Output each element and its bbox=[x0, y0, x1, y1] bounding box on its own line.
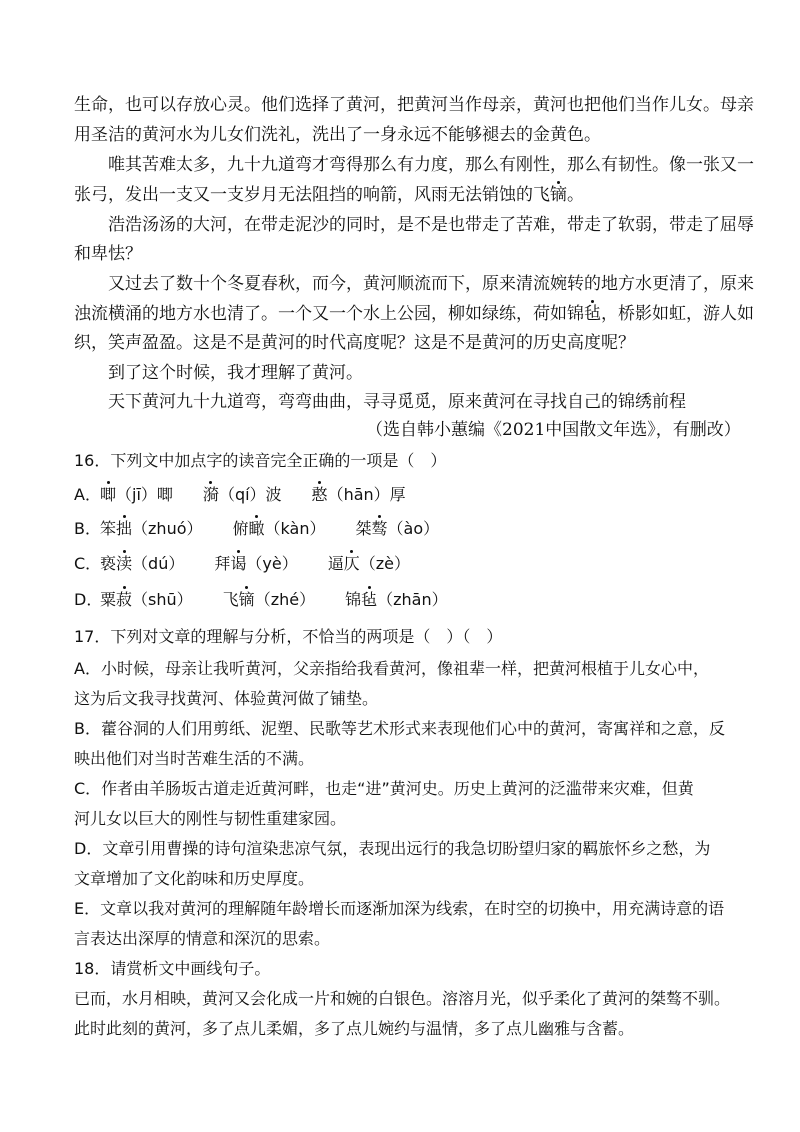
dotted-char: 骜 bbox=[371, 519, 388, 538]
q17-option-a-cont: 这为后文我寻找黄河、体验黄河做了铺垫。 bbox=[74, 689, 379, 708]
text: 浊流横涌的地方水也清了。一个又一个水上公园，柳如绿练，荷如锦 bbox=[74, 304, 584, 324]
dotted-char: 唧 bbox=[100, 485, 117, 504]
pinyin: （kàn） bbox=[264, 519, 326, 538]
pinyin-item bbox=[214, 553, 297, 575]
text: 张弓，发出一支又一支岁月无法阻挡的响箭，风雨无法销蚀的飞 bbox=[74, 185, 550, 205]
pinyin: （zhān） bbox=[377, 590, 448, 609]
pinyin-item bbox=[100, 589, 193, 611]
q18-quote-line: 此时此刻的黄河，多了点儿柔媚，多了点儿婉约与温情，多了点儿幽雅与含蓄。 bbox=[74, 1019, 635, 1038]
dotted-char: 镝 bbox=[238, 590, 255, 609]
dotted-char: 瞰 bbox=[248, 519, 265, 538]
char: 亵 bbox=[100, 554, 117, 573]
passage-line: 唯其苦难太多，九十九道弯才弯得那么有力度，那么有刚性，那么有韧性。像一张又一 bbox=[108, 155, 754, 175]
char: 粟 bbox=[100, 590, 117, 609]
char: 锦 bbox=[345, 590, 362, 609]
pinyin: （jī）唧 bbox=[116, 485, 173, 504]
dotted-char: 毡 bbox=[361, 590, 378, 609]
pinyin-item bbox=[100, 518, 203, 540]
passage-line: 织，笑声盈盈。这是不是黄河的时代高度呢？这是不是黄河的历史高度呢？ bbox=[74, 333, 635, 353]
pinyin-item bbox=[223, 589, 315, 611]
pinyin-item bbox=[233, 518, 326, 540]
char: 飞 bbox=[222, 590, 239, 609]
q17-option-d[interactable]: D．文章引用曹操的诗句渲染悲凉气氛，表现出远行的我急切盼望归家的羁旅怀乡之愁，为 bbox=[74, 839, 711, 858]
q17-option-c[interactable]: C．作者由羊肠坂古道走近黄河畔，也走“进”黄河史。历史上黄河的泛滥带来灾难，但黄 bbox=[74, 779, 694, 798]
pinyin-item bbox=[100, 553, 184, 575]
pinyin-item bbox=[312, 484, 406, 506]
dotted-char: 毡 bbox=[584, 304, 601, 324]
q17-option-e-cont: 言表达出深厚的情意和深沉的思索。 bbox=[74, 929, 331, 948]
char: 俯 bbox=[232, 519, 249, 538]
q17-option-a[interactable]: A．小时候，母亲让我听黄河，父亲指给我看黄河，像祖辈一样，把黄河根植于儿女心中， bbox=[74, 659, 709, 678]
pinyin-item bbox=[328, 553, 410, 575]
option-letter: B． bbox=[74, 519, 101, 538]
passage-line: 用圣洁的黄河水为儿女们洗礼，洗出了一身永远不能够褪去的金黄色。 bbox=[74, 125, 601, 145]
dotted-char: 渎 bbox=[116, 554, 133, 573]
passage-line: 浩浩汤汤的大河，在带走泥沙的同时，是不是也带走了苦难，带走了软弱，带走了屈辱 bbox=[108, 215, 754, 235]
pinyin: （ào） bbox=[387, 519, 440, 538]
q16-option-b[interactable] bbox=[74, 518, 469, 540]
q18-quote-line: 已而，水月相映，黄河又会化成一片和婉的白银色。溶溶月光，似乎柔化了黄河的桀骜不驯。 bbox=[74, 989, 731, 1008]
pinyin-item bbox=[100, 484, 173, 506]
pinyin-item bbox=[355, 518, 439, 540]
pinyin-item bbox=[203, 484, 282, 506]
pinyin: （hān）厚 bbox=[327, 485, 406, 504]
char: 桀 bbox=[355, 519, 372, 538]
passage-line: 生命，也可以存放心灵。他们选择了黄河，把黄河当作母亲，黄河也把他们当作儿女。母亲 bbox=[74, 95, 754, 115]
source-citation: （选自韩小蕙编《2021中国散文年选》，有删改） bbox=[366, 420, 741, 440]
passage-line: 又过去了数十个冬夏春秋，而今，黄河顺流而下，原来清流婉转的地方水更清了，原来 bbox=[108, 274, 754, 294]
dotted-char: 菽 bbox=[116, 590, 133, 609]
char: 笨 bbox=[100, 519, 117, 538]
text: 。 bbox=[567, 185, 584, 205]
pinyin: （dú） bbox=[132, 554, 185, 573]
dotted-char: 拙 bbox=[116, 519, 133, 538]
dotted-char: 仄 bbox=[343, 554, 360, 573]
q17-option-b[interactable]: B．藿谷洞的人们用剪纸、泥塑、民歌等艺术形式来表现他们心中的黄河，寄寓祥和之意，反 bbox=[74, 719, 725, 738]
pinyin: （qí）波 bbox=[218, 485, 282, 504]
char: 逼 bbox=[327, 554, 344, 573]
text: ，桥影如虹，游人如 bbox=[601, 304, 754, 324]
dotted-char: 镝 bbox=[550, 185, 567, 205]
dotted-char: 憨 bbox=[311, 485, 328, 504]
question-17-stem: 17．下列对文章的理解与分析，不恰当的两项是（ ）（ ） bbox=[74, 627, 503, 646]
pinyin: （yè） bbox=[246, 554, 298, 573]
passage-line bbox=[74, 303, 754, 325]
option-letter: A． bbox=[74, 485, 101, 504]
pinyin: （zhuó） bbox=[132, 519, 203, 538]
passage-line: 到了这个时候，我才理解了黄河。 bbox=[108, 363, 363, 383]
q17-option-c-cont: 河儿女以巨大的刚性与韧性重建家园。 bbox=[74, 809, 347, 828]
dotted-char: 谒 bbox=[230, 554, 247, 573]
question-18-stem: 18．请赏析文中画线句子。 bbox=[74, 959, 271, 978]
q16-option-a[interactable] bbox=[74, 484, 436, 506]
q17-option-d-cont: 文章增加了文化韵味和历史厚度。 bbox=[74, 869, 315, 888]
pinyin: （zè） bbox=[359, 554, 410, 573]
passage-line: 和卑怯？ bbox=[74, 244, 142, 264]
char: 拜 bbox=[214, 554, 231, 573]
option-letter: D． bbox=[74, 590, 103, 609]
pinyin: （shū） bbox=[132, 590, 193, 609]
q16-option-c[interactable] bbox=[74, 553, 440, 575]
passage-line: 天下黄河九十九道弯，弯弯曲曲，寻寻觅觅，原来黄河在寻找自己的锦绣前程 bbox=[108, 392, 686, 412]
pinyin-item bbox=[345, 589, 448, 611]
q17-option-b-cont: 映出他们对当时苦难生活的不满。 bbox=[74, 749, 315, 768]
q16-option-d[interactable] bbox=[74, 589, 478, 611]
question-16-stem: 16．下列文中加点字的读音完全正确的一项是（ ） bbox=[74, 451, 447, 470]
option-letter: C． bbox=[74, 554, 102, 573]
dotted-char: 漪 bbox=[202, 485, 219, 504]
q17-option-e[interactable]: E．文章以我对黄河的理解随年龄增长而逐渐加深为线索，在时空的切换中，用充满诗意的语 bbox=[74, 899, 725, 918]
passage-line bbox=[74, 184, 584, 206]
pinyin: （zhé） bbox=[254, 590, 316, 609]
